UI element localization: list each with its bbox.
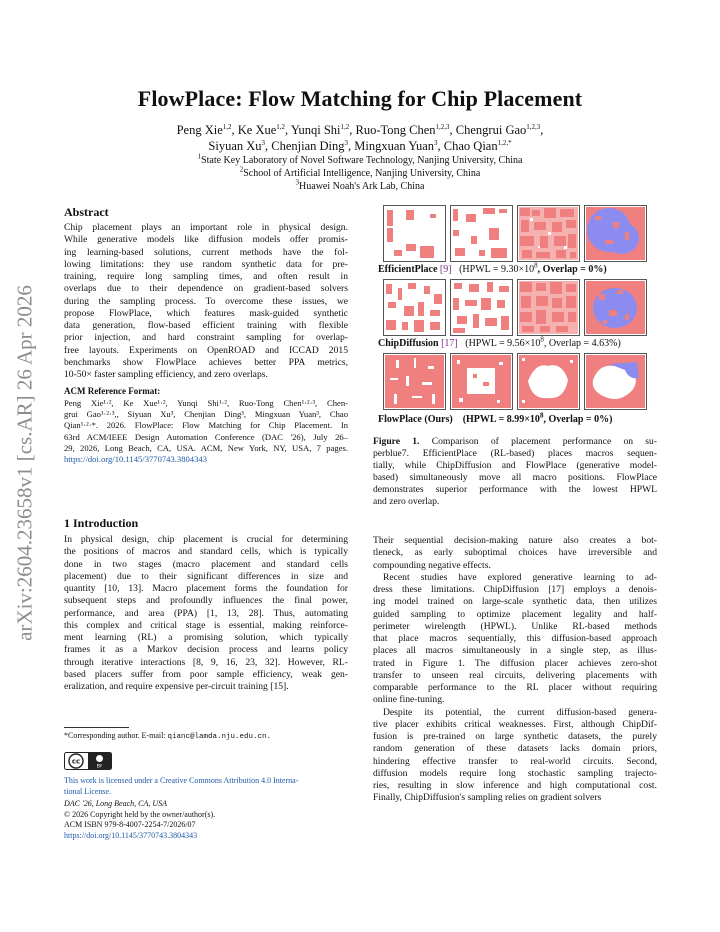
- author-name: Ruo-Tong Chen$^{1,2,3}$: [355, 122, 450, 137]
- text-line: guided sampling to optimize placement legality and half-: [373, 608, 657, 620]
- text-line: Despite its potential, the current diffusion-based genera-: [383, 706, 657, 718]
- authors-line-1: Peng Xie$^{1,2}$, Ke Xue$^{1,2}$, Yunqi Shi$^{1,2}$, Ruo-Tong Chen$^{1,2,3}$, Chengrui Gao$^{1,2,3}$,: [176, 122, 544, 137]
- text-line: diffusion models require long stochastic sampling trajecto-: [373, 767, 657, 779]
- text-line: perimeter wirelength (HPWL). Unlike RL-based methods: [373, 620, 657, 632]
- author-name: Ke Xue$^{1,2}$: [237, 122, 286, 137]
- placement-plot: [585, 354, 646, 409]
- affiliation-3: $^3$Huawei Noah's Ark Lab, China: [295, 178, 425, 192]
- intro-heading: 1 Introduction: [64, 516, 139, 530]
- text-line: quantity [10, 13]. Macro placement forms the foundation for: [64, 583, 348, 594]
- text-line: frames it as a Markov decision process and learns policy: [64, 644, 348, 656]
- author-name: Mingxuan Yuan$^3$: [354, 138, 438, 153]
- creative-commons-icon: [64, 752, 112, 770]
- placement-tile: [450, 279, 513, 336]
- text-line: compounding negative effects.: [373, 559, 491, 571]
- caption-line: tially, while ChipDiffusion and FlowPlace (generative model-: [373, 460, 657, 472]
- acm-ref-body: [64, 398, 348, 465]
- text-line: ing learning-based solutions, current methods have the fol-: [64, 246, 348, 258]
- placement-tile: [584, 205, 647, 262]
- figure-row-flowplace: [383, 353, 647, 410]
- placement-plot: [451, 280, 512, 335]
- text-line: transfer to unseen real circuits, delivering placements with: [373, 669, 657, 681]
- text-line: dress these limitations. ChipDiffusion [17] employs a denois-: [373, 584, 657, 595]
- caption-line: demonstrates superior performance with the lowest HPWL: [373, 484, 657, 496]
- placement-plot: [518, 280, 579, 335]
- author-name: Yunqi Shi$^{1,2}$: [290, 122, 350, 137]
- publication-info: [64, 799, 348, 841]
- text-line: free layouts. Experiments on OpenROAD and ICCAD 2015: [64, 344, 348, 356]
- placement-tile: [584, 353, 647, 410]
- placement-tile: [517, 205, 580, 262]
- text-line: that place macros sequentially, this diffusion-based approach: [373, 633, 657, 644]
- text-line: online fine-tuning.: [373, 694, 445, 706]
- caption-line: perblue7. EfficientPlace (RL-based) places macros sequen-: [373, 448, 657, 460]
- text-line: propose FlowPlace, which features mask-guided synthetic: [64, 307, 348, 319]
- text-line: 10-50× faster sampling efficiency, and zero overlaps.: [64, 369, 268, 380]
- placement-plot: [384, 354, 445, 409]
- figure-row-label-chipdiffusion: ChipDiffusion [17] (HPWL = $9.56\times 10^8$, Overlap = 4.63%): [378, 335, 621, 349]
- text-line: random generation of these datasets lacks domain priors,: [373, 743, 657, 755]
- paper-title: FlowPlace: Flow Matching for Chip Placement: [137, 86, 583, 111]
- placement-tile: [383, 353, 446, 410]
- placement-plot: [451, 206, 512, 261]
- placement-tile: [517, 353, 580, 410]
- text-line: comparable performance to the RL placer without requiring: [373, 682, 657, 693]
- footnote-rule: [64, 727, 129, 728]
- text-line: eralization, and require expensive per-circuit training [15].: [64, 681, 289, 692]
- figure-row-chipdiffusion: [383, 279, 647, 336]
- text-line: ment learning (RL) a promising solution, which typically: [64, 632, 348, 643]
- placement-plot: [585, 206, 646, 261]
- text-line: Finally, ChipDiffusion's sampling relies on gradient solvers: [373, 792, 602, 804]
- text-line: This work is licensed under a Creative Commons Attribution 4.0 Interna-: [64, 776, 299, 785]
- text-line: performance, and area (PPA) [1, 13, 28]. Thus, automating: [64, 607, 348, 619]
- placement-plot: [585, 280, 646, 335]
- text-line: Their sequential decision-making nature also creates a bot-: [373, 535, 657, 546]
- acm-ref-heading: ACM Reference Format:: [64, 386, 161, 396]
- text-line: hindering effective transfer to real-world circuits. Second,: [373, 755, 657, 767]
- affiliation-1: $^1$State Key Laboratory of Novel Software Technology, Nanjing University, China: [197, 152, 523, 166]
- text-line: through iterative interactions [8, 9, 16, 23, 32]. However, RL-: [64, 656, 348, 668]
- author-name: Chengrui Gao$^{1,2,3}$: [455, 122, 541, 137]
- placement-plot: [451, 354, 512, 409]
- placement-tile: [450, 205, 513, 262]
- text-line: placement) due to their significant differences in size and: [64, 570, 348, 582]
- license-link[interactable]: [64, 776, 348, 797]
- svg-text:cc: cc: [71, 757, 81, 766]
- text-line: training, require long sampling times, and often result in: [64, 271, 348, 282]
- text-line: overlaps due to their dependence on gradient-based solvers: [64, 283, 348, 295]
- text-line: Qian¹·²·*. 2026. FlowPlace: Flow Matching for Chip Placement. In: [64, 420, 348, 431]
- text-line: While generative models like diffusion models offer promis-: [64, 234, 348, 246]
- text-line: lowing limitations: they use random synthetic data for pre-: [64, 258, 348, 270]
- text-line: 29, 2026, Long Beach, CA, USA. ACM, New York, NY, USA, 7 pages.: [64, 442, 348, 453]
- text-line: benchmarks show FlowPlace achieves better PPA metrics,: [64, 356, 348, 368]
- arxiv-stamp: arXiv:2604.23658v1 [cs.AR] 26 Apr 2026: [12, 285, 37, 641]
- text-line: Chip placement plays an important role in physical design.: [64, 222, 348, 233]
- placement-plot: [518, 206, 579, 261]
- text-line: Peng Xie¹·², Ke Xue¹·², Yunqi Shi¹·², Ruo-Tong Chen¹·²·³, Chen-: [64, 398, 348, 408]
- text-line: Recent studies have explored generative learning to ad-: [383, 571, 657, 583]
- text-line: places all macros simultaneously in a single step, as illus-: [373, 645, 657, 657]
- caption-line: based) simultaneously move all macro positions. FlowPlace: [373, 472, 657, 484]
- text-line: prior injection, and hard constraint sampling for overlap-: [64, 332, 348, 344]
- text-line: subsequent steps and profoundly influences the final power,: [64, 595, 348, 607]
- text-line: ries, resulting in slow inference and high computational cost.: [373, 780, 657, 791]
- caption-line: and zero overlap.: [373, 496, 440, 508]
- placement-plot: [518, 354, 579, 409]
- text-line: grui Gao¹·²·³,, Siyuan Xu³, Chenjian Ding³, Mingxuan Yuan³, Chao: [64, 409, 348, 420]
- text-line: the positions of macros and standard cells, which is typically: [64, 546, 348, 558]
- placement-tile: [383, 279, 446, 336]
- abstract-heading: Abstract: [64, 205, 109, 219]
- authors-line-2: Siyuan Xu$^3$, Chenjian Ding$^3$, Mingxuan Yuan$^3$, Chao Qian$^{1,2,*}$: [208, 138, 512, 153]
- author-name: Chenjian Ding$^3$: [271, 138, 349, 153]
- text-line: tleneck, as early suboptimal choices have irreversible and: [373, 547, 657, 559]
- placement-tile: [450, 353, 513, 410]
- figure-row-label-efficientplace: EfficientPlace [9] (HPWL = $9.30\times 10^8$, Overlap = 0%): [378, 261, 607, 275]
- text-line: tional License.: [64, 786, 112, 796]
- text-line: this complex and critical stage is essential, making reinforce-: [64, 619, 348, 631]
- placement-tile: [584, 279, 647, 336]
- intro-body: [64, 534, 348, 693]
- author-name: Chao Qian$^{1,2,*}$: [443, 138, 512, 153]
- figure-row-label-flowplace: FlowPlace (Ours) (HPWL = $8.99\times 10^8$, Overlap = 0%): [378, 411, 613, 425]
- text-line: fusion is pre-trained on large synthetic datasets, the purely: [373, 731, 657, 742]
- text-line: ing model trained on large-scale synthetic data, then utilizes: [373, 596, 657, 608]
- affiliation-2: $^2$School of Artificial Intelligence, Nanjing University, China: [239, 165, 481, 179]
- author-name: Peng Xie$^{1,2}$: [176, 122, 232, 137]
- text-line: trated in Figure 1. The diffusion placer achieves zero-shot: [373, 657, 657, 669]
- text-line: 63rd ACM/IEEE Design Automation Conference (DAC '26), July 26–: [64, 431, 348, 442]
- abstract-body: [64, 222, 348, 381]
- svg-text:BY: BY: [96, 764, 103, 770]
- text-line: tive placer exhibits critical weaknesses. First, although ChipDif-: [373, 718, 657, 730]
- caption-line: Figure 1. Comparison of placement performance on su-: [373, 436, 657, 447]
- text-line: In physical design, chip placement is crucial for determining: [64, 534, 348, 545]
- author-name: Siyuan Xu$^3$: [208, 138, 266, 153]
- cc-by-icon: [64, 752, 112, 775]
- placement-tile: [517, 279, 580, 336]
- text-line: during the sampling process. To overcome these issues, we: [64, 295, 348, 307]
- text-line: based placers suffer from poor sample efficiency, weak gen-: [64, 668, 348, 680]
- placement-plot: [384, 206, 445, 261]
- figure-caption: [373, 436, 657, 509]
- figure-row-efficientplace: [383, 205, 647, 262]
- placement-tile: [383, 205, 446, 262]
- text-line: DAC '26, Long Beach, CA, USA: [64, 799, 168, 808]
- right-column-body: [373, 535, 657, 805]
- text-line: https://doi.org/10.1145/3770743.3804343: [64, 830, 198, 840]
- footnote-corresponding: *Corresponding author. E-mail: qianc@lamda.nju.edu.cn.: [64, 731, 272, 741]
- text-line: © 2026 Copyright held by the owner/author(s).: [64, 809, 216, 819]
- text-line: data generation, flow-based efficient training with flexible: [64, 320, 348, 331]
- text-line: ACM ISBN 979-8-4007-2254-7/2026/07: [64, 820, 196, 829]
- text-line: done in two stages (macro placement and standard cells: [64, 558, 348, 570]
- text-line: https://doi.org/10.1145/3770743.3804343: [64, 454, 207, 465]
- placement-plot: [384, 280, 445, 335]
